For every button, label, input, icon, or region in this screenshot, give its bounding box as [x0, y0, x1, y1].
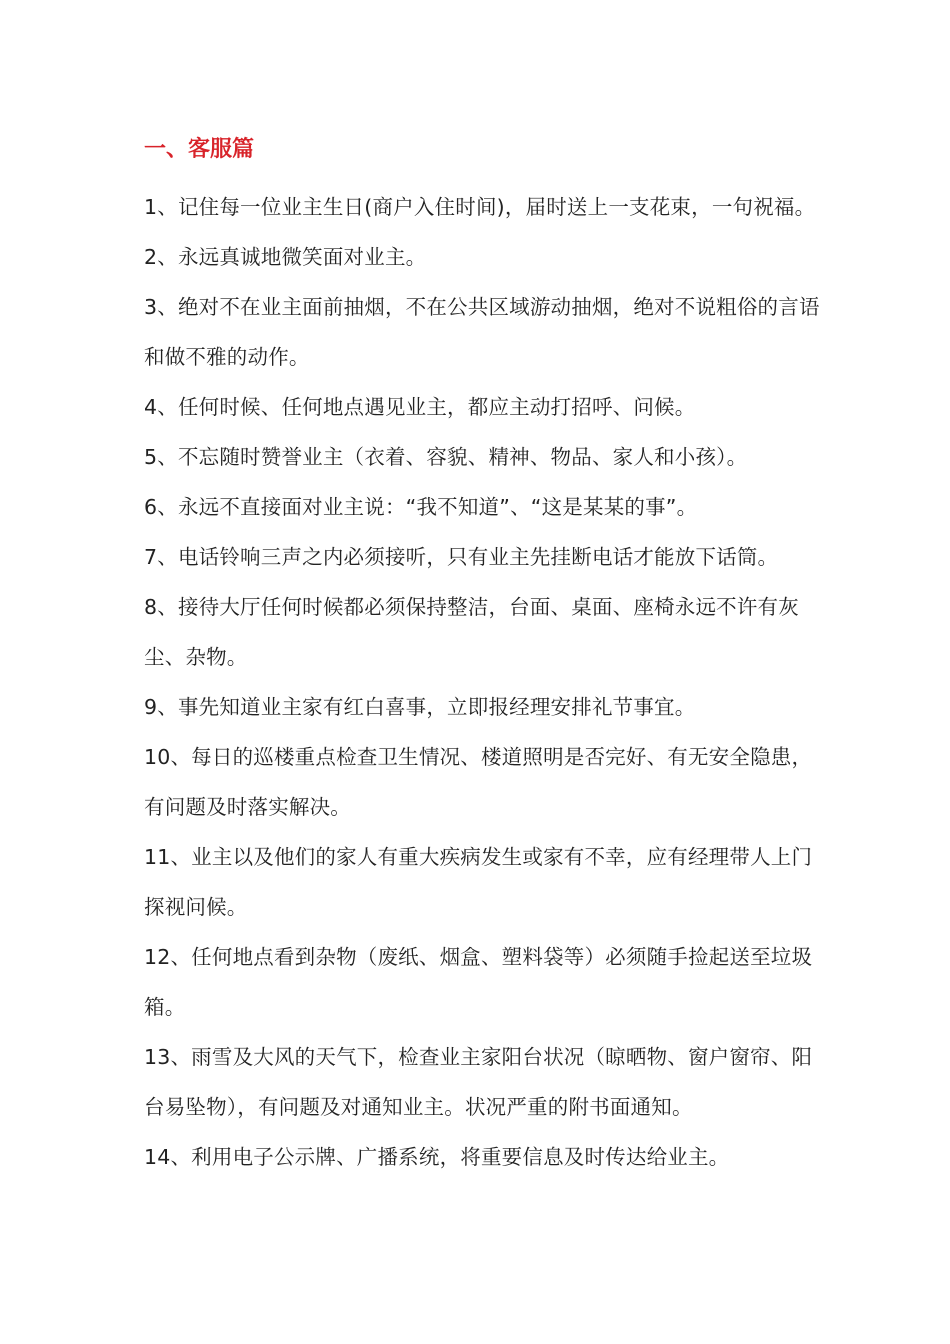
list-item: 1、记住每一位业主生日(商户入住时间)，届时送上一支花束，一句祝福。	[144, 195, 816, 219]
service-rules-list	[144, 182, 824, 1182]
list-item: 6、永远不直接面对业主说：“我不知道”、“这是某某的事”。	[144, 495, 698, 519]
list-item: 7、电话铃响三声之内必须接听，只有业主先挂断电话才能放下话筒。	[144, 545, 779, 569]
list-item: 11、业主以及他们的家人有重大疾病发生或家有不幸，应有经理带人上门探视问候。	[144, 845, 813, 919]
list-item: 9、事先知道业主家有红白喜事，立即报经理安排礼节事宜。	[144, 695, 696, 719]
list-item: 10、每日的巡楼重点检查卫生情况、楼道照明是否完好、有无安全隐患，有问题及时落实解决。	[144, 745, 813, 819]
list-item: 2、永远真诚地微笑面对业主。	[144, 245, 427, 269]
list-item: 5、不忘随时赞誉业主（衣着、容貌、精神、物品、家人和小孩）。	[144, 445, 748, 469]
list-item: 4、任何时候、任何地点遇见业主，都应主动打招呼、问候。	[144, 395, 696, 419]
list-item: 13、雨雪及大风的天气下，检查业主家阳台状况（晾晒物、窗户窗帘、阳台易坠物），有问题及对通知业主。状况严重的附书面通知。	[144, 1045, 813, 1119]
list-item: 8、接待大厅任何时候都必须保持整洁，台面、桌面、座椅永远不许有灰尘、杂物。	[144, 595, 799, 669]
section-heading: 一、客服篇	[144, 137, 255, 162]
list-item: 3、绝对不在业主面前抽烟，不在公共区域游动抽烟，绝对不说粗俗的言语和做不雅的动作。	[144, 295, 820, 369]
list-item: 12、任何地点看到杂物（废纸、烟盒、塑料袋等）必须随手捡起送至垃圾箱。	[144, 945, 813, 1019]
list-item: 14、利用电子公示牌、广播系统，将重要信息及时传达给业主。	[144, 1145, 730, 1169]
